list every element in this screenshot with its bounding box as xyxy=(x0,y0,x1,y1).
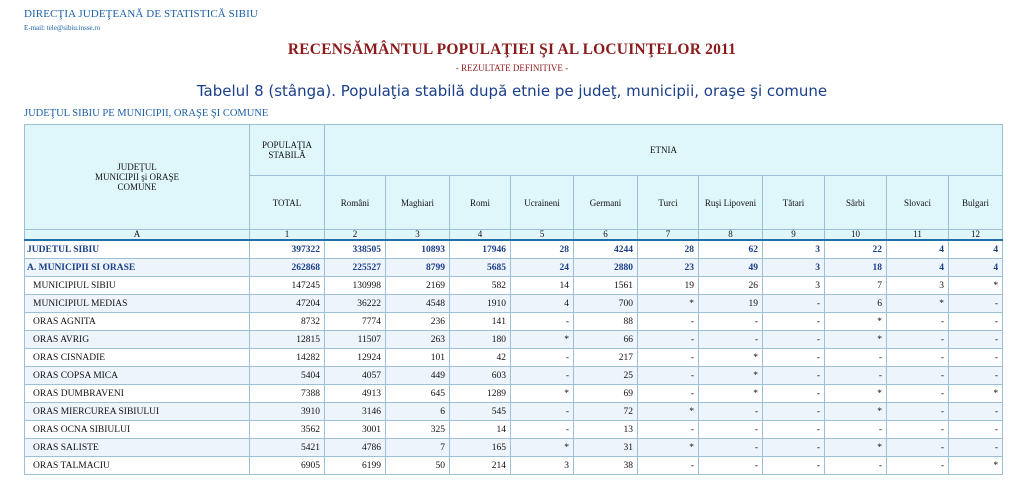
unit-name-cell: ORAS TALMACIU xyxy=(25,457,250,475)
value-cell: - xyxy=(887,439,949,457)
value-cell: - xyxy=(511,403,574,421)
value-cell: 3 xyxy=(763,259,825,277)
value-cell: 47204 xyxy=(250,295,325,313)
value-cell: - xyxy=(887,313,949,331)
value-cell: 3562 xyxy=(250,421,325,439)
value-cell: 325 xyxy=(386,421,450,439)
value-cell: - xyxy=(511,313,574,331)
table-row xyxy=(25,277,1003,295)
value-cell: - xyxy=(887,421,949,439)
value-cell: 3146 xyxy=(325,403,386,421)
value-cell: 19 xyxy=(638,277,699,295)
email-link[interactable]: E-mail: tele@sibiu.insse.ro xyxy=(24,24,101,32)
value-cell: - xyxy=(887,403,949,421)
value-cell: 62 xyxy=(699,240,763,259)
column-number: 10 xyxy=(825,230,887,241)
value-cell: - xyxy=(763,439,825,457)
value-cell: 603 xyxy=(450,367,511,385)
value-cell: 2880 xyxy=(574,259,638,277)
value-cell: 4244 xyxy=(574,240,638,259)
value-cell: * xyxy=(825,385,887,403)
value-cell: - xyxy=(763,403,825,421)
table-row xyxy=(25,367,1003,385)
value-cell: - xyxy=(699,403,763,421)
value-cell: 3001 xyxy=(325,421,386,439)
header-etnia: ETNIA xyxy=(325,125,1003,176)
value-cell: 88 xyxy=(574,313,638,331)
value-cell: 4 xyxy=(887,240,949,259)
unit-name-cell: ORAS MIERCUREA SIBIULUI xyxy=(25,403,250,421)
value-cell: * xyxy=(887,295,949,313)
unit-name-cell: JUDETUL SIBIU xyxy=(25,240,250,259)
header-unit xyxy=(25,125,250,230)
table-subtitle: JUDEŢUL SIBIU PE MUNICIPII, ORAŞE ŞI COMUNE xyxy=(24,108,269,119)
value-cell: - xyxy=(511,349,574,367)
value-cell: 263 xyxy=(386,331,450,349)
value-cell: 236 xyxy=(386,313,450,331)
value-cell: 101 xyxy=(386,349,450,367)
value-cell: 2169 xyxy=(386,277,450,295)
column-number: 9 xyxy=(763,230,825,241)
value-cell: 18 xyxy=(825,259,887,277)
value-cell: 25 xyxy=(574,367,638,385)
value-cell: 22 xyxy=(825,240,887,259)
value-cell: 165 xyxy=(450,439,511,457)
unit-name-cell: MUNICIPIUL MEDIAS xyxy=(25,295,250,313)
unit-name-cell: ORAS DUMBRAVENI xyxy=(25,385,250,403)
table-row xyxy=(25,331,1003,349)
value-cell: 449 xyxy=(386,367,450,385)
value-cell: * xyxy=(638,403,699,421)
value-cell: * xyxy=(638,439,699,457)
header-population xyxy=(250,125,325,176)
table-row xyxy=(25,403,1003,421)
value-cell: 12924 xyxy=(325,349,386,367)
value-cell: - xyxy=(825,367,887,385)
value-cell: 13 xyxy=(574,421,638,439)
table-row xyxy=(25,349,1003,367)
value-cell: - xyxy=(825,349,887,367)
value-cell: - xyxy=(699,439,763,457)
value-cell: 4786 xyxy=(325,439,386,457)
header-ethnic: Turci xyxy=(638,176,699,230)
census-title: RECENSĂMÂNTUL POPULAŢIEI ŞI AL LOCUINŢELOR 2011 xyxy=(287,41,737,58)
value-cell: 11507 xyxy=(325,331,386,349)
value-cell: * xyxy=(699,385,763,403)
header-ethnic: Tătari xyxy=(763,176,825,230)
value-cell: 4 xyxy=(949,259,1003,277)
value-cell: 36222 xyxy=(325,295,386,313)
unit-name-cell: ORAS COPSA MICA xyxy=(25,367,250,385)
value-cell: * xyxy=(699,349,763,367)
value-cell: 28 xyxy=(638,240,699,259)
value-cell: 7388 xyxy=(250,385,325,403)
value-cell: 12815 xyxy=(250,331,325,349)
table-row xyxy=(25,259,1003,277)
column-number: 6 xyxy=(574,230,638,241)
value-cell: 50 xyxy=(386,457,450,475)
value-cell: 180 xyxy=(450,331,511,349)
value-cell: 38 xyxy=(574,457,638,475)
value-cell: 582 xyxy=(450,277,511,295)
value-cell: 6905 xyxy=(250,457,325,475)
value-cell: - xyxy=(638,457,699,475)
value-cell: - xyxy=(511,367,574,385)
value-cell: * xyxy=(638,295,699,313)
value-cell: - xyxy=(699,421,763,439)
value-cell: - xyxy=(763,385,825,403)
value-cell: 3 xyxy=(511,457,574,475)
value-cell: 66 xyxy=(574,331,638,349)
value-cell: 3 xyxy=(763,240,825,259)
value-cell: 72 xyxy=(574,403,638,421)
value-cell: 19 xyxy=(699,295,763,313)
value-cell: - xyxy=(949,349,1003,367)
value-cell: 14 xyxy=(450,421,511,439)
value-cell: 338505 xyxy=(325,240,386,259)
value-cell: - xyxy=(763,313,825,331)
table-title: Tabelul 8 (stânga). Populaţia stabilă după etnie pe judeţ, municipii, oraşe şi comune xyxy=(196,82,828,100)
header-ethnic: Sârbi xyxy=(825,176,887,230)
value-cell: 3910 xyxy=(250,403,325,421)
header-unit-line2: MUNICIPII şi ORAŞE xyxy=(94,172,179,182)
value-cell: 545 xyxy=(450,403,511,421)
header-unit-line3: COMUNE xyxy=(117,182,157,192)
value-cell: * xyxy=(825,439,887,457)
table-row xyxy=(25,295,1003,313)
value-cell: 141 xyxy=(450,313,511,331)
value-cell: 24 xyxy=(511,259,574,277)
value-cell: 4057 xyxy=(325,367,386,385)
value-cell: 7774 xyxy=(325,313,386,331)
value-cell: 17946 xyxy=(450,240,511,259)
column-number-row xyxy=(25,230,1003,241)
value-cell: - xyxy=(638,385,699,403)
value-cell: 5404 xyxy=(250,367,325,385)
unit-name-cell: MUNICIPIUL SIBIU xyxy=(25,277,250,295)
value-cell: - xyxy=(638,421,699,439)
value-cell: 397322 xyxy=(250,240,325,259)
unit-name-cell: A. MUNICIPII SI ORASE xyxy=(25,259,250,277)
value-cell: 3 xyxy=(763,277,825,295)
value-cell: - xyxy=(949,367,1003,385)
value-cell: * xyxy=(949,277,1003,295)
table-row xyxy=(25,240,1003,259)
value-cell: - xyxy=(887,367,949,385)
value-cell: 225527 xyxy=(325,259,386,277)
value-cell: - xyxy=(763,457,825,475)
column-number: 5 xyxy=(511,230,574,241)
value-cell: * xyxy=(699,367,763,385)
header-ethnic: Bulgari xyxy=(949,176,1003,230)
header-ethnic: Germani xyxy=(574,176,638,230)
value-cell: - xyxy=(949,439,1003,457)
value-cell: 7 xyxy=(386,439,450,457)
table-row xyxy=(25,457,1003,475)
value-cell: - xyxy=(887,331,949,349)
value-cell: 26 xyxy=(699,277,763,295)
header-unit-line1: JUDEŢUL xyxy=(117,162,157,172)
value-cell: - xyxy=(949,403,1003,421)
table-row xyxy=(25,439,1003,457)
value-cell: - xyxy=(638,331,699,349)
value-cell: - xyxy=(763,421,825,439)
header-ethnic: Români xyxy=(325,176,386,230)
value-cell: 3 xyxy=(887,277,949,295)
header-ethnic: Romi xyxy=(450,176,511,230)
value-cell: - xyxy=(949,295,1003,313)
value-cell: 217 xyxy=(574,349,638,367)
value-cell: - xyxy=(825,421,887,439)
column-number: 1 xyxy=(250,230,325,241)
value-cell: - xyxy=(638,367,699,385)
value-cell: - xyxy=(887,349,949,367)
value-cell: 6199 xyxy=(325,457,386,475)
table-row xyxy=(25,313,1003,331)
column-number: 7 xyxy=(638,230,699,241)
column-number: 11 xyxy=(887,230,949,241)
value-cell: 42 xyxy=(450,349,511,367)
header-total: TOTAL xyxy=(250,176,325,230)
value-cell: 4 xyxy=(511,295,574,313)
table-row xyxy=(25,421,1003,439)
value-cell: 5685 xyxy=(450,259,511,277)
header-ethnic: Ucraineni xyxy=(511,176,574,230)
value-cell: - xyxy=(763,367,825,385)
header-population-line2: STABILĂ xyxy=(268,150,306,160)
value-cell: - xyxy=(949,313,1003,331)
value-cell: - xyxy=(699,331,763,349)
header-population-line1: POPULAŢIA xyxy=(261,140,312,150)
value-cell: - xyxy=(887,457,949,475)
value-cell: - xyxy=(949,331,1003,349)
header-ethnic: Ruşi Lipoveni xyxy=(699,176,763,230)
value-cell: - xyxy=(763,331,825,349)
column-number: 8 xyxy=(699,230,763,241)
value-cell: * xyxy=(511,385,574,403)
value-cell: 6 xyxy=(825,295,887,313)
column-number: 4 xyxy=(450,230,511,241)
value-cell: 1910 xyxy=(450,295,511,313)
value-cell: - xyxy=(763,349,825,367)
value-cell: * xyxy=(825,403,887,421)
value-cell: 14 xyxy=(511,277,574,295)
header-ethnic: Slovaci xyxy=(887,176,949,230)
value-cell: - xyxy=(699,313,763,331)
value-cell: 14282 xyxy=(250,349,325,367)
value-cell: 8799 xyxy=(386,259,450,277)
value-cell: 4548 xyxy=(386,295,450,313)
value-cell: 214 xyxy=(450,457,511,475)
unit-name-cell: ORAS AGNITA xyxy=(25,313,250,331)
value-cell: 1561 xyxy=(574,277,638,295)
value-cell: - xyxy=(638,349,699,367)
value-cell: 700 xyxy=(574,295,638,313)
value-cell: * xyxy=(511,331,574,349)
unit-name-cell: ORAS CISNADIE xyxy=(25,349,250,367)
value-cell: 5421 xyxy=(250,439,325,457)
value-cell: * xyxy=(511,439,574,457)
value-cell: 6 xyxy=(386,403,450,421)
value-cell: - xyxy=(825,457,887,475)
column-number: 12 xyxy=(949,230,1003,241)
value-cell: 23 xyxy=(638,259,699,277)
column-number: 2 xyxy=(325,230,386,241)
population-ethnicity-table xyxy=(24,124,1003,475)
value-cell: 130998 xyxy=(325,277,386,295)
column-number: A xyxy=(25,230,250,241)
value-cell: - xyxy=(699,457,763,475)
value-cell: 69 xyxy=(574,385,638,403)
value-cell: * xyxy=(825,313,887,331)
organization-name: DIRECŢIA JUDEŢEANĂ DE STATISTICĂ SIBIU xyxy=(24,8,258,20)
column-number: 3 xyxy=(386,230,450,241)
value-cell: 4 xyxy=(887,259,949,277)
unit-name-cell: ORAS AVRIG xyxy=(25,331,250,349)
value-cell: 4913 xyxy=(325,385,386,403)
value-cell: 31 xyxy=(574,439,638,457)
value-cell: 49 xyxy=(699,259,763,277)
value-cell: - xyxy=(763,295,825,313)
value-cell: - xyxy=(887,385,949,403)
value-cell: 4 xyxy=(949,240,1003,259)
table-body xyxy=(25,240,1003,475)
value-cell: 10893 xyxy=(386,240,450,259)
header-ethnic: Maghiari xyxy=(386,176,450,230)
value-cell: - xyxy=(638,313,699,331)
value-cell: 1289 xyxy=(450,385,511,403)
value-cell: - xyxy=(949,421,1003,439)
table-row xyxy=(25,385,1003,403)
unit-name-cell: ORAS OCNA SIBIULUI xyxy=(25,421,250,439)
value-cell: 28 xyxy=(511,240,574,259)
value-cell: 645 xyxy=(386,385,450,403)
value-cell: - xyxy=(511,421,574,439)
value-cell: * xyxy=(949,457,1003,475)
results-label: - REZULTATE DEFINITIVE - xyxy=(455,63,569,73)
value-cell: 7 xyxy=(825,277,887,295)
value-cell: * xyxy=(825,331,887,349)
value-cell: * xyxy=(949,385,1003,403)
value-cell: 147245 xyxy=(250,277,325,295)
unit-name-cell: ORAS SALISTE xyxy=(25,439,250,457)
value-cell: 262868 xyxy=(250,259,325,277)
value-cell: 8732 xyxy=(250,313,325,331)
